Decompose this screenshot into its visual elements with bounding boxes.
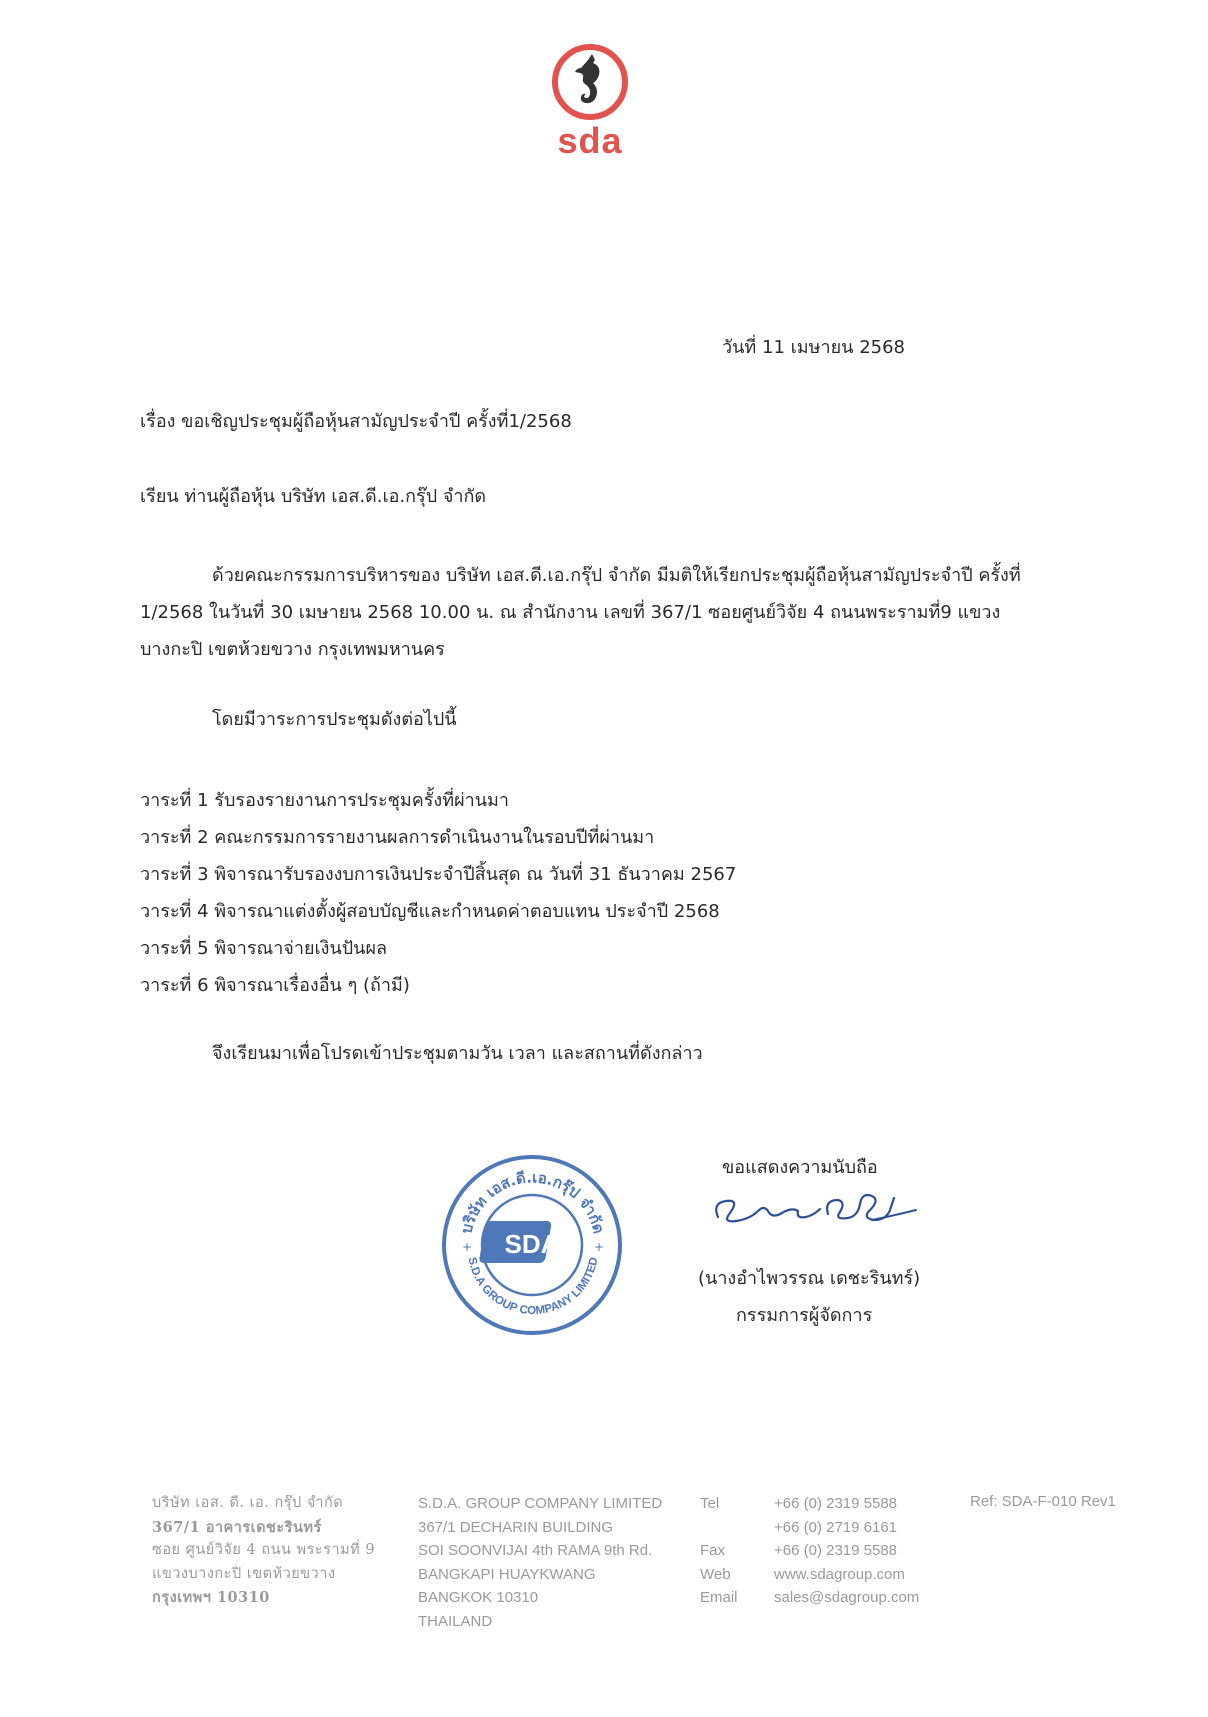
company-stamp — [440, 1153, 625, 1338]
footer-contact-labels — [700, 1492, 738, 1610]
footer-english-line: SOI SOONVIJAI 4th RAMA 9th Rd. — [418, 1542, 653, 1559]
footer-thai-line: 367/1 อาคารเดชะรินทร์ — [152, 1518, 322, 1536]
letter-closing: จึงเรียนมาเพื่อโปรดเข้าประชุมตามวัน เวลา และสถานที่ดังกล่าว — [212, 1043, 703, 1064]
footer-english-line: S.D.A. GROUP COMPANY LIMITED — [418, 1495, 663, 1512]
letter-body-text: ด้วยคณะกรรมการบริหารของ บริษัท เอส.ดี.เอ.กรุ๊ป จำกัด มีมติให้เรียกประชุมผู้ถือหุ้นสามัญประจำปี ครั้งที่ 1/2568 ในวันที่ 30 เมษายน 2568 10.00 น. ณ สำนักงาน เลขที่ 367/1 ซอยศูนย์วิจัย 4 ถนนพระรามที่9 แขวงบางกะปิ เขตห้วยขวาง กรุงเทพมหานคร — [140, 565, 1021, 660]
stamp-bottom-text: S.D.A GROUP COMPANY LIMITED — [465, 1256, 601, 1318]
agenda-item: วาระที่ 4 พิจารณาแต่งตั้งผู้สอบบัญชีและกำหนดค่าตอบแทน ประจำปี 2568 — [140, 901, 720, 922]
stamp-top-text: บริษัท เอส.ดี.เอ.กรุ๊ป จำกัด — [457, 1168, 608, 1236]
contact-label — [700, 1516, 738, 1540]
letter-salutation: เรียน ท่านผู้ถือหุ้น บริษัท เอส.ดี.เอ.กรุ๊ป จำกัด — [140, 486, 487, 507]
footer-english-line: BANGKOK 10310 — [418, 1589, 539, 1606]
letter-body-paragraph — [140, 557, 1060, 668]
contact-label: Tel — [700, 1495, 720, 1512]
company-logo — [548, 40, 632, 164]
contact-label: Email — [700, 1589, 738, 1606]
footer-thai-line: บริษัท เอส. ดี. เอ. กรุ๊ป จำกัด — [152, 1495, 344, 1511]
agenda-list — [140, 782, 736, 1004]
seahorse-logo-icon — [548, 40, 632, 124]
letter-subject: เรื่อง ขอเชิญประชุมผู้ถือหุ้นสามัญประจำปี ครั้งที่1/2568 — [140, 411, 572, 432]
contact-tel-2: +66 (0) 2719 6161 — [774, 1518, 898, 1536]
agenda-intro: โดยมีวาระการประชุมดังต่อไปนี้ — [212, 709, 457, 730]
contact-web: www.sdagroup.com — [774, 1565, 905, 1583]
agenda-item: วาระที่ 3 พิจารณารับรองงบการเงินประจำปีสิ้นสุด ณ วันที่ 31 ธันวาคม 2567 — [140, 864, 737, 885]
document-reference: Ref: SDA-F-010 Rev1 — [970, 1493, 1116, 1510]
footer-english-line: THAILAND — [418, 1612, 493, 1630]
contact-fax: +66 (0) 2319 5588 — [774, 1542, 898, 1559]
agenda-item: วาระที่ 6 พิจารณาเรื่องอื่น ๆ (ถ้ามี) — [140, 975, 410, 996]
contact-label: Fax — [700, 1542, 726, 1559]
handwritten-signature — [700, 1172, 940, 1242]
contact-tel: +66 (0) 2319 5588 — [774, 1495, 898, 1512]
signer-name: (นางอำไพวรรณ เดชะรินทร์) — [698, 1268, 921, 1289]
footer-contact-values — [774, 1492, 919, 1610]
agenda-item: วาระที่ 2 คณะกรรมการรายงานผลการดำเนินงานในรอบปีที่ผ่านมา — [140, 827, 655, 848]
footer-thai-line: กรุงเทพฯ 10310 — [152, 1589, 270, 1606]
footer-english-line: 367/1 DECHARIN BUILDING — [418, 1518, 614, 1536]
letter-date: วันที่ 11 เมษายน 2568 — [722, 337, 905, 358]
letter-regards: ขอแสดงความนับถือ — [722, 1157, 878, 1178]
svg-text:+: + — [462, 1240, 473, 1254]
contact-label: Web — [700, 1565, 731, 1583]
footer-english-line: BANGKAPI HUAYKWANG — [418, 1565, 596, 1583]
footer-thai-line: แขวงบางกะปิ เขตห้วยขวาง — [152, 1565, 336, 1582]
agenda-item: วาระที่ 5 พิจารณาจ่ายเงินปันผล — [140, 938, 388, 959]
logo-wordmark: sda — [557, 120, 623, 161]
agenda-item: วาระที่ 1 รับรองรายงานการประชุมครั้งที่ผ่านมา — [140, 790, 510, 811]
footer-thai-address — [152, 1492, 375, 1610]
svg-text:+: + — [594, 1240, 605, 1254]
footer-thai-line: ซอย ศูนย์วิจัย 4 ถนน พระรามที่ 9 — [152, 1542, 376, 1558]
stamp-center-text: SDA — [504, 1229, 560, 1259]
signer-title: กรรมการผู้จัดการ — [736, 1305, 873, 1326]
contact-email: sales@sdagroup.com — [774, 1589, 920, 1606]
footer-english-address — [418, 1492, 662, 1633]
